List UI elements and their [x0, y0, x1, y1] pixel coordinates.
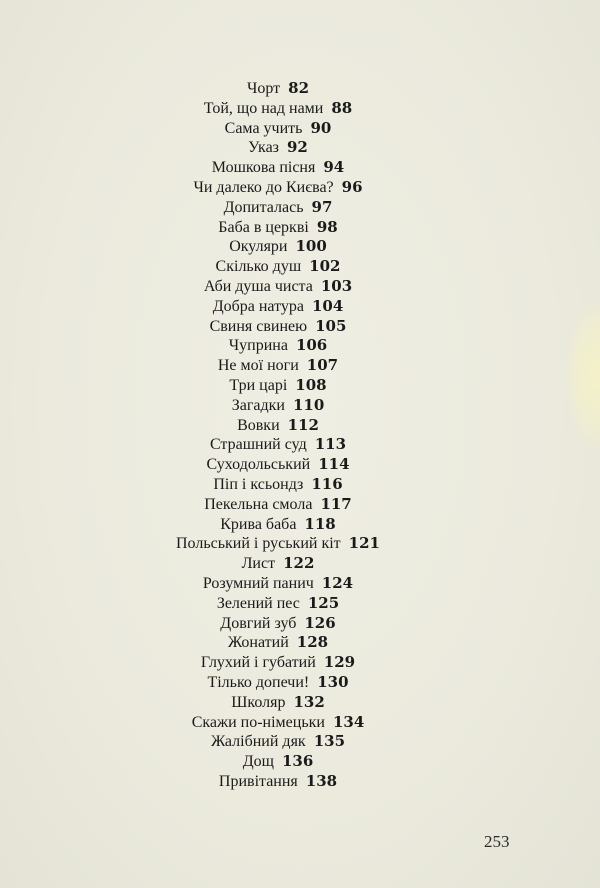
- table-of-contents: [0, 79, 556, 792]
- toc-entry-title: Три царі: [229, 376, 288, 394]
- toc-entry-page: 128: [296, 633, 329, 652]
- toc-entry: [0, 396, 556, 416]
- toc-entry-page: 104: [311, 296, 344, 315]
- toc-entry-title: Зелений пес: [216, 594, 300, 612]
- toc-entry: [0, 257, 556, 277]
- toc-entry-title: Польський і руський кіт: [176, 535, 341, 553]
- toc-entry: [0, 99, 556, 119]
- toc-entry-title: Крива баба: [220, 515, 297, 533]
- toc-entry-title: Піп і ксьондз: [213, 475, 304, 493]
- toc-entry-page: 135: [313, 732, 346, 751]
- toc-entry-page: 110: [292, 395, 325, 414]
- toc-entry: [0, 119, 556, 139]
- toc-entry-title: Вовки: [237, 416, 280, 434]
- toc-entry: [0, 594, 556, 614]
- toc-entry: [0, 495, 556, 515]
- toc-entry-page: 103: [320, 276, 353, 295]
- toc-entry-title: Тілько допечи!: [207, 673, 310, 691]
- toc-entry: [0, 673, 556, 693]
- toc-entry: [0, 317, 556, 337]
- toc-entry-title: Загадки: [231, 396, 285, 414]
- toc-entry-page: 116: [311, 474, 343, 493]
- toc-entry: [0, 614, 556, 634]
- toc-entry-title: Баба в церкві: [218, 218, 309, 236]
- toc-entry-page: 106: [295, 336, 328, 355]
- toc-entry: [0, 416, 556, 436]
- toc-entry-title: Привітання: [218, 772, 298, 790]
- toc-entry-title: Чи далеко до Києва?: [193, 178, 334, 196]
- toc-entry: [0, 79, 556, 99]
- toc-entry-page: 96: [341, 177, 363, 196]
- toc-entry-page: 138: [305, 771, 338, 790]
- toc-entry-page: 92: [287, 138, 308, 157]
- toc-entry-title: Страшний суд: [209, 436, 307, 454]
- toc-entry-title: Добра натура: [212, 297, 304, 315]
- toc-entry: [0, 435, 556, 455]
- toc-entry-page: 98: [316, 217, 338, 236]
- toc-entry-title: Пекельна смола: [204, 495, 313, 513]
- toc-entry-page: 124: [321, 573, 354, 592]
- toc-entry: [0, 752, 556, 772]
- toc-entry-page: 136: [281, 752, 314, 771]
- toc-entry-title: Довгий зуб: [220, 614, 297, 632]
- toc-entry-title: Скілько душ: [215, 258, 302, 276]
- toc-entry-page: 134: [332, 712, 365, 731]
- toc-entry: [0, 554, 556, 574]
- toc-entry-page: 88: [331, 98, 353, 117]
- toc-entry: [0, 534, 556, 554]
- toc-entry: [0, 138, 556, 158]
- toc-entry: [0, 515, 556, 535]
- toc-entry-page: 132: [293, 692, 325, 711]
- toc-entry-title: Розумний панич: [202, 574, 314, 592]
- toc-entry: [0, 297, 556, 317]
- toc-entry-title: Мошкова пісня: [211, 159, 316, 177]
- toc-entry: [0, 693, 556, 713]
- toc-entry-title: Указ: [248, 139, 279, 157]
- toc-entry-page: 107: [306, 356, 339, 375]
- toc-entry-page: 125: [307, 593, 340, 612]
- toc-entry-page: 113: [314, 435, 347, 454]
- toc-entry-page: 122: [283, 554, 315, 573]
- page-number: 253: [484, 832, 510, 851]
- toc-entry-page: 82: [288, 79, 310, 97]
- toc-entry-page: 105: [315, 316, 347, 335]
- toc-entry-page: 94: [323, 158, 345, 177]
- light-glare: [566, 300, 600, 450]
- toc-entry-title: Дощ: [242, 753, 274, 771]
- toc-entry-page: 90: [310, 118, 332, 137]
- toc-entry-title: Допиталась: [223, 198, 304, 216]
- toc-entry-page: 130: [317, 672, 349, 691]
- toc-entry: [0, 198, 556, 218]
- toc-entry-page: 100: [295, 237, 327, 256]
- toc-entry-page: 118: [304, 514, 336, 533]
- toc-entry-title: Не мої ноги: [217, 357, 299, 375]
- toc-entry: [0, 732, 556, 752]
- toc-entry: [0, 218, 556, 238]
- toc-entry: [0, 574, 556, 594]
- toc-entry: [0, 356, 556, 376]
- toc-entry-page: 129: [323, 653, 356, 672]
- toc-entry: [0, 713, 556, 733]
- toc-entry-title: Жалібний дяк: [210, 733, 306, 751]
- toc-entry-title: Сама учить: [224, 119, 303, 137]
- toc-entry: [0, 376, 556, 396]
- toc-entry-title: Той, що над нами: [203, 99, 324, 117]
- toc-entry-title: Чуприна: [228, 337, 288, 355]
- toc-entry-page: 97: [311, 197, 333, 216]
- toc-entry-page: 102: [309, 257, 341, 276]
- toc-entry-title: Глухий і губатий: [200, 654, 316, 672]
- toc-entry-title: Чорт: [246, 80, 281, 97]
- toc-entry-page: 112: [287, 415, 319, 434]
- toc-entry-title: Суходольський: [206, 456, 311, 474]
- toc-entry-title: Скажи по-німецьки: [191, 713, 325, 731]
- toc-entry-title: Лист: [241, 555, 276, 573]
- toc-entry: [0, 336, 556, 356]
- toc-entry-page: 121: [348, 534, 380, 553]
- toc-entry-page: 114: [318, 455, 350, 474]
- toc-entry: [0, 277, 556, 297]
- toc-entry-page: 126: [304, 613, 336, 632]
- toc-entry-title: Жонатий: [227, 634, 289, 652]
- toc-entry: [0, 178, 556, 198]
- toc-entry-title: Школяр: [231, 693, 286, 711]
- toc-entry: [0, 455, 556, 475]
- toc-entry: [0, 772, 556, 792]
- toc-entry: [0, 633, 556, 653]
- toc-entry: [0, 158, 556, 178]
- toc-entry: [0, 653, 556, 673]
- toc-entry: [0, 237, 556, 257]
- toc-entry-title: Аби душа чиста: [203, 277, 313, 295]
- toc-entry-title: Свиня свинею: [209, 317, 308, 335]
- toc-entry: [0, 475, 556, 495]
- toc-entry-page: 108: [295, 375, 327, 394]
- toc-entry-title: Окуляри: [229, 238, 288, 256]
- toc-entry-page: 117: [320, 494, 352, 513]
